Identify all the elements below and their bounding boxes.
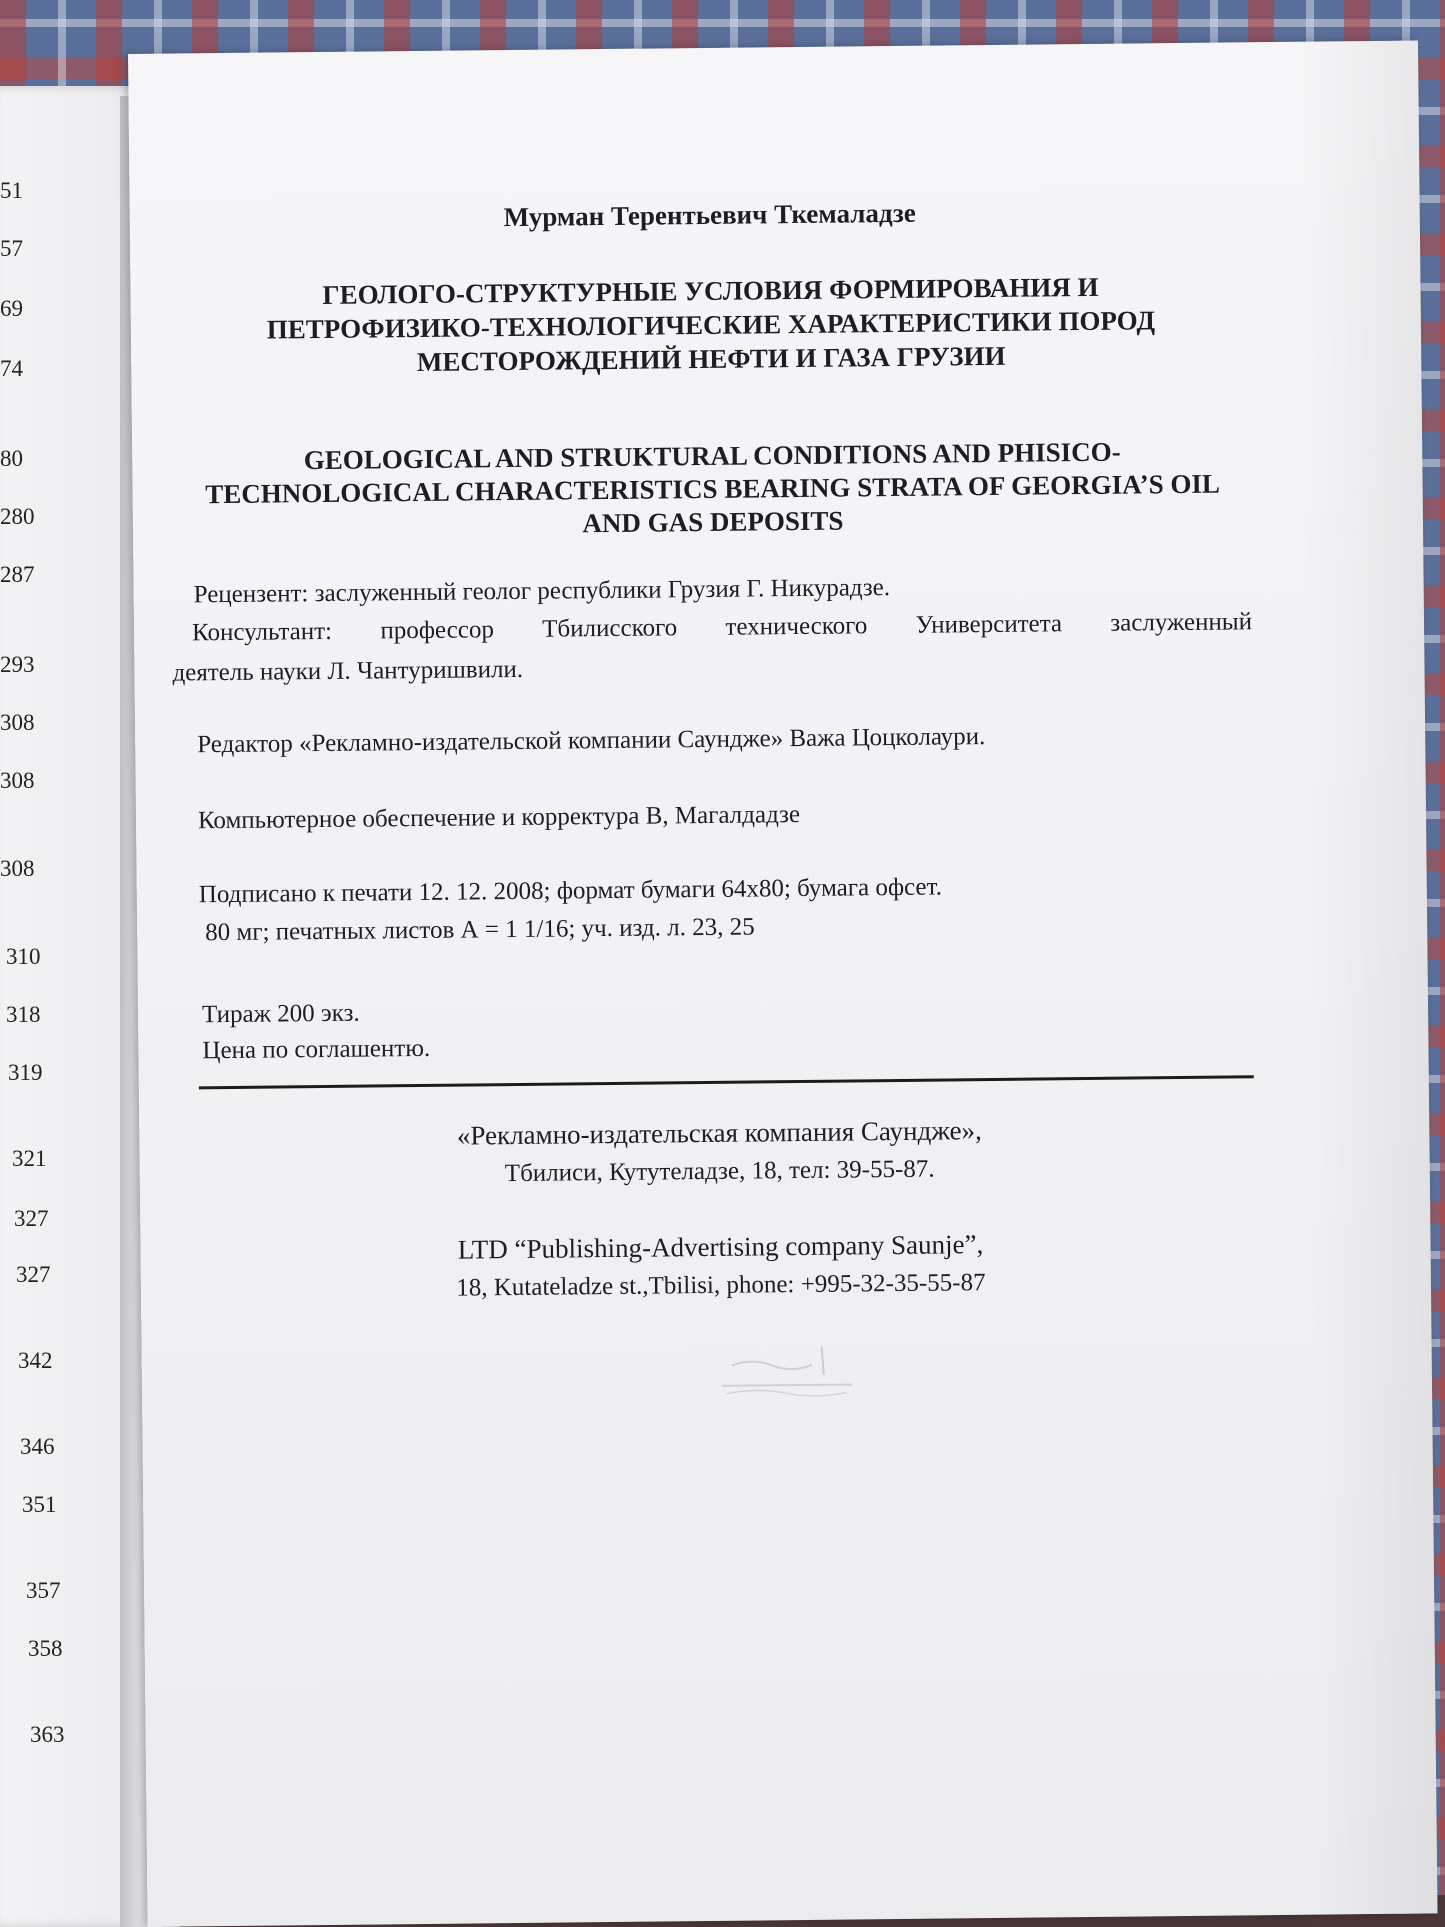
page-number: 287 (0, 562, 35, 587)
page-number: 327 (16, 1262, 51, 1287)
title-en-line-1: GEOLOGICAL AND STRUKTURAL CONDITIONS AND PHISICO- (303, 436, 1121, 476)
page-number: 69 (0, 296, 23, 321)
price-line: Цена по соглашентю. (202, 1034, 431, 1065)
title-ru-line-3: МЕСТОРОЖДЕНИЙ НЕФТИ И ГАЗА ГРУЗИИ (416, 340, 1006, 377)
page-number: 319 (8, 1060, 43, 1085)
page-number: 327 (14, 1206, 49, 1231)
page-number: 308 (0, 710, 35, 735)
page-number: 80 (0, 446, 23, 471)
consultant-line-1: Консультант: профессор Тбилисского технического Университета заслуженный (191, 608, 1253, 647)
page-number: 318 (6, 1002, 41, 1027)
faint-bleed-through-mark (712, 1344, 863, 1401)
page-number: 342 (18, 1348, 53, 1373)
page-number: 51 (0, 178, 23, 203)
author-name: Мурман Терентьевич Ткемаладзе (503, 197, 916, 233)
bleed-through-icon (712, 1344, 863, 1401)
title-ru-line-1: ГЕОЛОГО-СТРУКТУРНЫЕ УСЛОВИЯ ФОРМИРОВАНИЯ И (322, 271, 1099, 310)
page-number: 308 (0, 768, 35, 793)
publisher-name-en: LTD “Publishing-Advertising company Saunje”, (457, 1229, 984, 1265)
page-number: 358 (28, 1636, 63, 1661)
consultant-line-2: деятель науки Л. Чантуришвили. (172, 655, 524, 687)
publisher-name-ru: «Рекламно-издательская компания Саундже», (456, 1115, 982, 1151)
reviewer-line: Рецензент: заслуженный геолог республики Грузия Г. Никурадзе. (193, 574, 891, 609)
title-ru-line-2: ПЕТРОФИЗИКО-ТЕХНОЛОГИЧЕСКИЕ ХАРАКТЕРИСТИКИ ПОРОД (266, 305, 1156, 345)
print-run-line: Тираж 200 экз. (201, 999, 360, 1029)
colophon-page (128, 40, 1438, 1926)
editor-line: Редактор «Рекламно-издательской компании Саундже» Важа Цоцколаури. (197, 723, 986, 759)
page-number: 357 (26, 1578, 61, 1603)
page-number: 363 (30, 1722, 65, 1747)
page-number: 308 (0, 856, 35, 881)
divider-rule (199, 1075, 1254, 1089)
title-en-line-2: TECHNOLOGICAL CHARACTERISTICS BEARING STRATA OF GEORGIA’S OIL (205, 468, 1221, 510)
signed-for-print-line-1: Подписано к печати 12. 12. 2008; формат бумаги 64х80; бумага офсет. (198, 873, 943, 909)
page-number: 280 (0, 504, 35, 529)
computer-support-line: Компьютерное обеспечение и корректура В, Магалдадзе (197, 801, 801, 835)
title-en-line-3: AND GAS DEPOSITS (582, 505, 844, 539)
page-number: 321 (12, 1146, 47, 1171)
page-number: 346 (20, 1434, 55, 1459)
page-number: 74 (0, 356, 23, 381)
page-number: 57 (0, 236, 23, 261)
publisher-address-ru: Тбилиси, Кутутеладзе, 18, тел: 39-55-87. (504, 1155, 935, 1188)
page-number: 293 (0, 652, 35, 677)
page-number: 310 (6, 944, 41, 969)
page-number: 351 (22, 1492, 57, 1517)
signed-for-print-line-2: 80 мг; печатных листов А = 1 1/16; уч. изд. л. 23, 25 (205, 913, 755, 947)
publisher-address-en: 18, Kutateladze st.,Tbilisi, phone: +995-32-35-55-87 (456, 1269, 986, 1302)
